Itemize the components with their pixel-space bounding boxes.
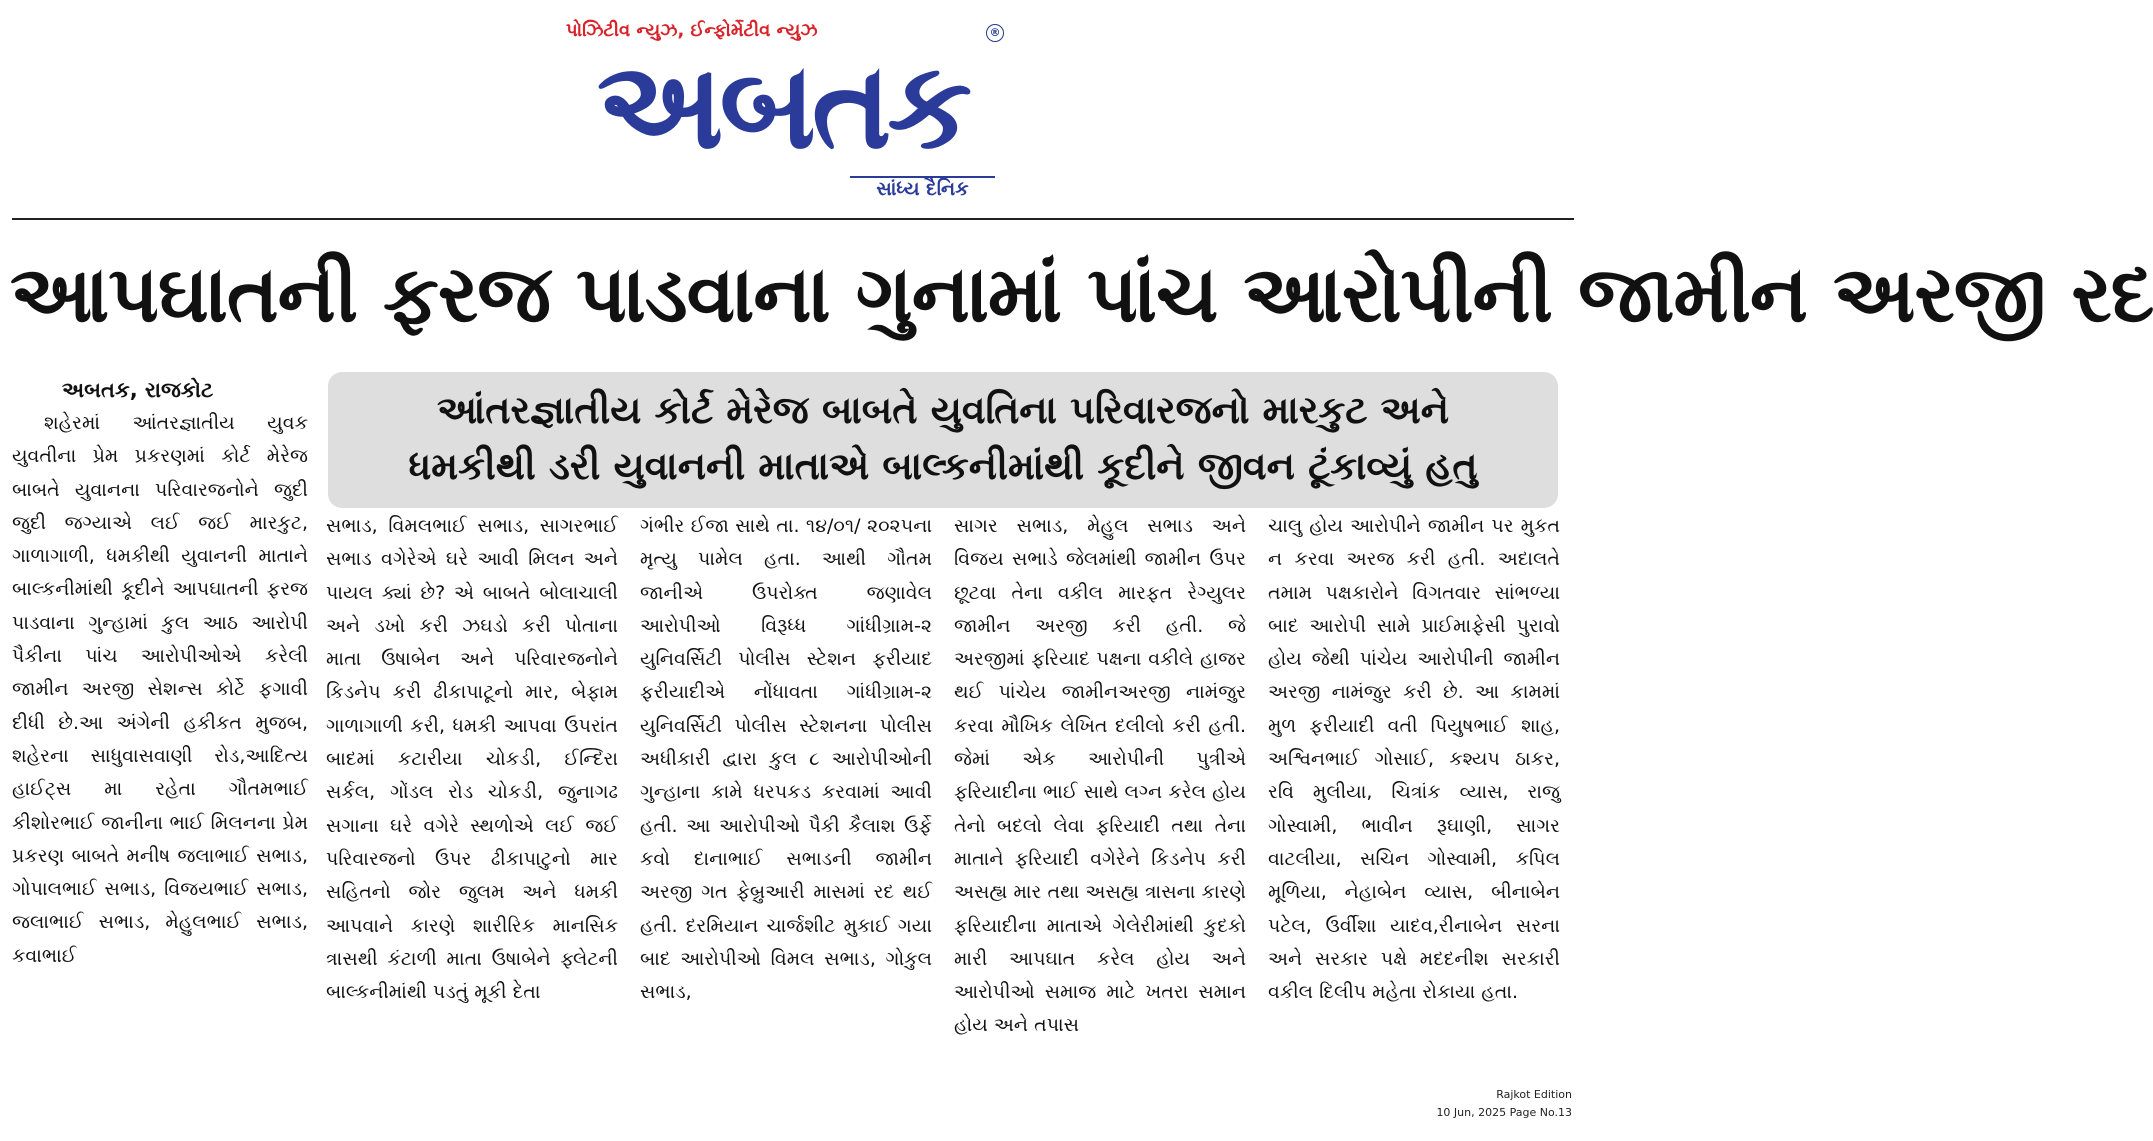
article-headline: આપઘાતની ફરજ પાડવાના ગુનામાં પાંચ આરોપીની જામીન અરજી રદ: [10, 250, 2153, 340]
masthead-subtitle: સાંધ્ય દૈનિક: [876, 178, 969, 200]
article-column-3: ગંભીર ઈજા સાથે તા. ૧૪/૦૧/ ૨૦૨૫ના મૃત્યુ પામેલ હતા. આથી ગૌતમ જાનીએ ઉપરોક્ત જણાવેલ આરોપીઓ વિરૂધ્ધ ગાંધીગ્રામ-૨ યુનિવર્સિટી પોલીસ સ્ટેશન ફરીયાદ ફરીયાદીએ નોંધાવતા ગાંધીગ્રામ-૨ યુનિવર્સિટી પોલીસ સ્ટેશનના પોલીસ અધીકારી દ્વારા કુલ ૮ આરોપીઓની ગુન્હાના કામે ધરપકડ કરવામાં આવી હતી. આ આરોપીઓ પૈકી કૈલાશ ઉર્ફે કવો દાનાભાઈ સભાડની જામીન અરજી ગત ફેબ્રુઆરી માસમાં રદ થઈ હતી. દરમિયાન ચાર્જશીટ મુકાઈ ગયા બાદ આરોપીઓ વિમલ સભાડ, ગોકુલ સભાડ,: [640, 515, 932, 1004]
masthead: [560, 14, 1010, 204]
masthead-divider: [12, 218, 1574, 220]
article-byline: અબતક, રાજકોટ: [62, 378, 214, 402]
masthead-tagline: પોઝિટીવ ન્યુઝ, ઈન્ફોર્મેટીવ ન્યુઝ: [566, 20, 818, 41]
edition-info: [1436, 1086, 1572, 1122]
registered-mark-icon: ®: [986, 24, 1004, 42]
article-column-5: ચાલુ હોય આરોપીને જામીન પર મુકત ન કરવા અરજ કરી હતી. અદાલતે તમામ પક્ષકારોને વિગતવાર સાંભળ્યા બાદ આરોપી સામે પ્રાઈમાફેસી પુરાવો હોય જેથી પાંચેય આરોપીની જામીન અરજી નામંજુર કરી છે. આ કામમાં મુળ ફરીયાદી વતી પિયુષભાઈ શાહ, અશ્વિનભાઈ ગોસાઈ, કશ્યપ ઠાકર, રવિ મુલીયા, ચિત્રાંક વ્યાસ, રાજુ ગોસ્વામી, ભાવીન રૂઘાણી, સાગર વાટલીયા, સચિન ગોસ્વામી, કપિલ મૂળિયા, નેહાબેન વ્યાસ, બીનાબેન પટેલ, ઉર્વીશા યાદવ,રીનાબેન સરના અને સરકાર પક્ષે મદદનીશ સરકારી વકીલ દિલીપ મહેતા રોકાયા હતા.: [1268, 515, 1560, 1004]
article-deck: [328, 372, 1558, 508]
edition-date-page: 10 Jun, 2025 Page No.13: [1436, 1106, 1572, 1119]
edition-name: Rajkot Edition: [1496, 1088, 1572, 1101]
deck-line-2: ધમકીથી ડરી યુવાનની માતાએ બાલ્કનીમાંથી કૂદીને જીવન ટૂંકાવ્યું હતુ: [408, 444, 1478, 488]
article-column-2: સભાડ, વિમલભાઈ સભાડ, સાગરભાઈ સભાડ વગેરેએ ઘરે આવી મિલન અને પાયલ ક્યાં છે? એ બાબતે બોલાચાલી અને ડખો કરી ઝઘડો કરી પોતાના માતા ઉષાબેન અને પરિવારજનોને કિડનેપ કરી ઢીકાપાટૂનો માર, બેફામ ગાળાગાળી કરી, ધમકી આપવા ઉપરાંત બાદમાં કટારીયા ચોકડી, ઈન્દિરા સર્કલ, ગોંડલ રોડ ચોકડી, જુનાગઢ સગાના ઘરે વગેરે સ્થળોએ લઈ જઈ પરિવારજનો ઉપર ઢીકાપાટુનો માર સહિતનો જોર જુલમ અને ધમકી આપવાને કારણે શારીરિક માનસિક ત્રાસથી કંટાળી માતા ઉષાબેને ફ્લેટની બાલ્કનીમાંથી પડતું મૂકી દેતા: [326, 515, 618, 1004]
newspaper-logo: અબતક: [560, 42, 1005, 172]
article-column-4: સાગર સભાડ, મેહુલ સભાડ અને વિજય સભાડે જેલમાંથી જામીન ઉપર છૂટવા તેના વકીલ મારફત રેગ્યુલર જામીન અરજી કરી હતી. જે અરજીમાં ફરિયાદ પક્ષના વકીલે હાજર થઈ પાંચેય જામીનઅરજી નામંજુર કરવા મૌખિક લેખિત દલીલો કરી હતી. જેમાં એક આરોપીની પુત્રીએ ફરિયાદીના ભાઈ સાથે લગ્ન કરેલ હોય તેનો બદલો લેવા ફરિયાદી તથા તેના માતાને ફરિયાદી વગેરેને કિડનેપ કરી અસહ્ય માર તથા અસહ્ય ત્રાસના કારણે ફરિયાદીના માતાએ ગેલેરીમાંથી કુદકો મારી આપઘાત કરેલ હોય અને આરોપીઓ સમાજ માટે ખતરા સમાન હોય અને તપાસ: [954, 515, 1246, 1037]
article-column-1: શહેરમાં આંતરજ્ઞાતીય યુવક યુવતીના પ્રેમ પ્રકરણમાં કોર્ટ મેરેજ બાબતે યુવાનના પરિવારજનોને જુદી જુદી જગ્યાએ લઈ જઈ મારકુટ, ગાળાગાળી, ધમકીથી યુવાનની માતાને બાલ્કનીમાંથી કૂદીને આપઘાતની ફરજ પાડવાના ગુન્હામાં કુલ આઠ આરોપી પૈકીના પાંચ આરોપીઓએ કરેલી જામીન અરજી સેશન્સ કોર્ટે ફગાવી દીધી છે.આ અંગેની હકીકત મુજબ, શહેરના સાધુવાસવાણી રોડ,આદિત્ય હાઈટ્સ મા રહેતા ગૌતમભાઈ કીશોરભાઈ જાનીના ભાઈ મિલનના પ્રેમ પ્રકરણ બાબતે મનીષ જલાભાઈ સભાડ, ગોપાલભાઈ સભાડ, વિજયભાઈ સભાડ, જલાભાઈ સભાડ, મેહુલભાઈ સભાડ, કવાભાઈ: [12, 412, 308, 967]
deck-line-1: આંતરજ્ઞાતીય કોર્ટ મેરેજ બાબતે યુવતિના પરિવારજનો મારકુટ અને: [436, 388, 1450, 432]
